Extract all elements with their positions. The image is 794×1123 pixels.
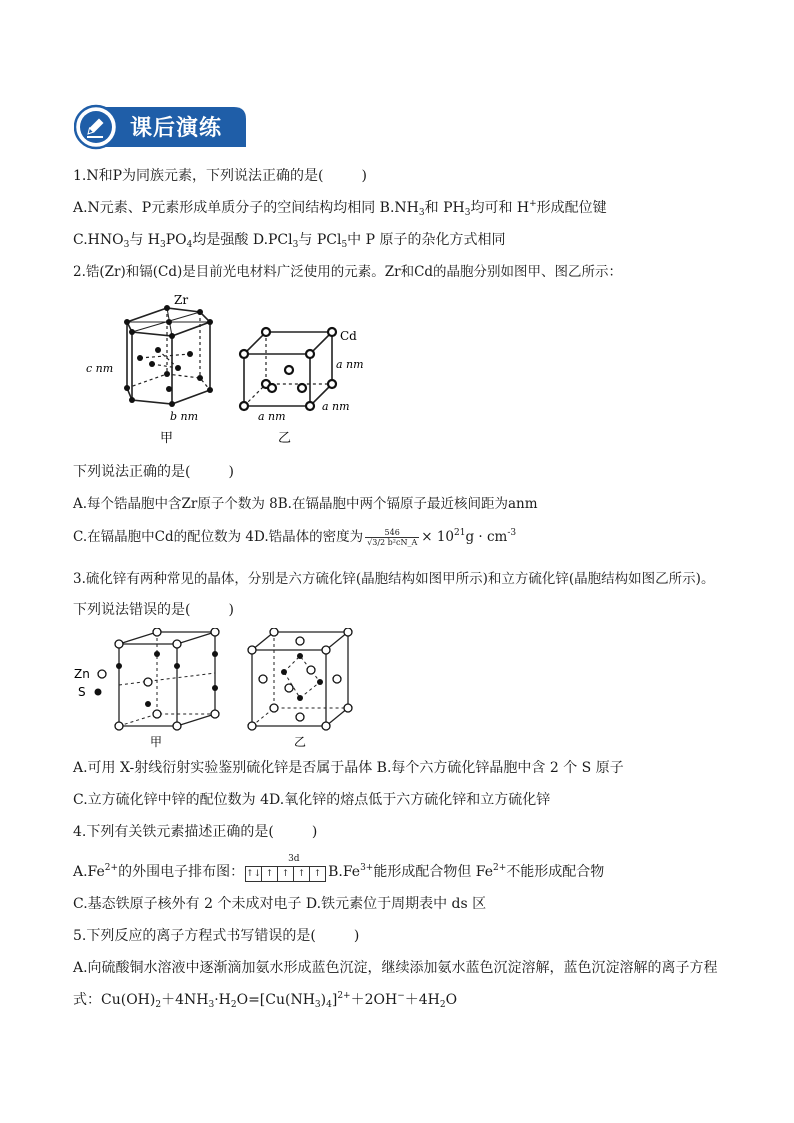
orbital-diagram: 3d ↑↓ ↑ ↑ ↑ ↑ xyxy=(246,862,326,882)
hex-zns-cell xyxy=(119,632,215,726)
q2-figure xyxy=(82,292,372,456)
q3-option-ab: A.可用 X-射线衍射实验鉴别硫化锌是否属于晶体 B.每个六方硫化锌晶胞中含 2 个 S 原子 xyxy=(73,760,624,776)
cd-atoms xyxy=(240,328,336,410)
q3-option-cd: C.立方硫化锌中锌的配位数为 4D.氧化锌的熔点低于六方硫化锌和立方硫化锌 xyxy=(73,792,551,808)
a-nm-right-label: a nm xyxy=(336,358,364,371)
cubic-zn-atoms xyxy=(248,628,352,730)
cd-label: Cd xyxy=(340,329,357,343)
jia-label-zns: 甲 xyxy=(150,735,163,749)
section-banner xyxy=(74,104,248,150)
q5-option-a: A.向硫酸铜水溶液中逐渐滴加氨水形成蓝色沉淀，继续添加氨水蓝色沉淀溶解，蓝色沉淀溶解的离子方程 xyxy=(73,960,718,976)
q4-option-ab: $A.Fe^{2+}$的外围电子排布图： 3d ↑↓ ↑ ↑ ↑ ↑ $B.Fe^{3+}$能形成配合物但 $Fe^{2+}$不能形成配合物 xyxy=(73,854,605,880)
a-nm-bottom-left-label: a nm xyxy=(258,410,286,423)
q5-stem: 5.下列反应的离子方程式书写错误的是( ) xyxy=(73,928,360,944)
q5-equation: 式：$Cu(OH)_2+4NH_3\cdot H_2O=[Cu(NH_3)_4]^{2+}+2OH^-+4H_2O$ xyxy=(73,991,458,1010)
q1-option-ab: A.N元素、P元素形成单质分子的空间结构均相同 $B.NH_3$和 $PH_3$均可和 H+形成配位键 xyxy=(73,199,607,218)
yi-label-zns: 乙 xyxy=(294,735,307,749)
q1-option-cd: $C.HNO_3$与 $H_3PO_4$均是强酸 D.PCl$_3$与 PCl$_5$中 P 原子的杂化方式相同 xyxy=(73,232,506,250)
q4-stem: 4.下列有关铁元素描述正确的是( ) xyxy=(73,824,318,840)
b-nm-label: b nm xyxy=(170,410,199,423)
zn-label: Zn xyxy=(74,667,90,681)
q2-option-cd: C.在镉晶胞中Cd的配位数为 4D.锆晶体的密度为 $\frac{546}{\text{√3/2 b²cN\_A}}$ × $10^{21}g \cdot cm^{-3}$ xyxy=(73,528,517,547)
q2-stem: 2.锆(Zr)和镉(Cd)是目前光电材料广泛使用的元素。Zr和Cd的晶胞分别如图甲、图乙所示： xyxy=(73,264,623,280)
q1-stem: 1.N和P为同族元素，下列说法正确的是( ) xyxy=(73,168,367,184)
q2-ask: 下列说法正确的是( ) xyxy=(73,464,234,480)
jia-label: 甲 xyxy=(160,431,174,446)
s-legend-marker xyxy=(95,689,102,696)
q3-stem: 3.硫化锌有两种常见的晶体，分别是六方硫化锌(晶胞结构如图甲所示)和立方硫化锌(晶胞结构如图乙所示)。 xyxy=(73,571,715,587)
q3-figure xyxy=(74,628,374,756)
zr-label: Zr xyxy=(174,293,189,307)
banner-title: 课后演练 xyxy=(130,116,223,141)
q3-ask: 下列说法错误的是( ) xyxy=(73,602,234,618)
s-label: S xyxy=(78,685,86,699)
c-nm-label: c nm xyxy=(86,362,114,375)
zn-legend-marker xyxy=(98,670,106,678)
yi-label: 乙 xyxy=(278,431,292,446)
a-nm-bottom-right-label: a nm xyxy=(322,400,350,413)
q2-option-ab: A.每个锆晶胞中含Zr原子个数为 8B.在镉晶胞中两个镉原子最近核间距为anm xyxy=(73,496,538,512)
q4-option-cd: C.基态铁原子核外有 2 个未成对电子 D.铁元素位于周期表中 ds 区 xyxy=(73,896,487,912)
density-fraction: $\frac{546}{\text{√3/2 b²cN\_A}}$ xyxy=(367,528,418,547)
